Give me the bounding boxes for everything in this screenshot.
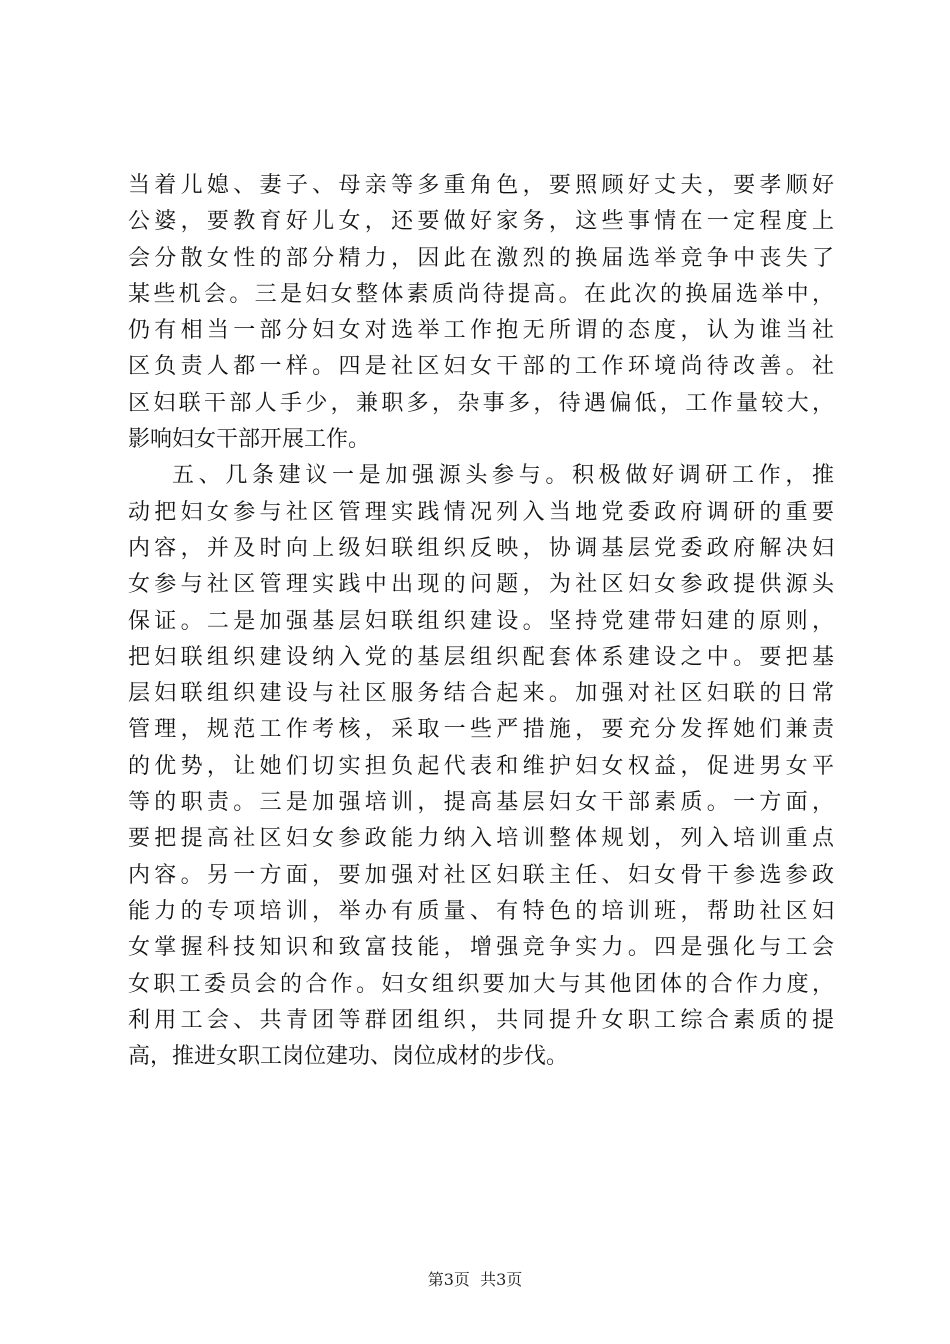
text-line: 管理，规范工作考核，采取一些严措施，要充分发挥她们兼责 <box>128 717 834 743</box>
text-line: 的优势，让她们切实担负起代表和维护妇女权益，促进男女平 <box>128 753 834 779</box>
document-body <box>128 168 834 1075</box>
text-line: 会分散女性的部分精力，因此在激烈的换届选举竞争中丧失了 <box>128 245 834 271</box>
text-line: 区妇联干部人手少，兼职多，杂事多，待遇偏低，工作量较大， <box>128 390 834 416</box>
text-line: 保证。二是加强基层妇联组织建设。坚持党建带妇建的原则， <box>128 608 834 634</box>
page-number: 第3页 共3页 <box>427 1270 523 1289</box>
text-line: 内容，并及时向上级妇联组织反映，协调基层党委政府解决妇 <box>128 535 834 561</box>
text-line: 能力的专项培训，举办有质量、有特色的培训班，帮助社区妇 <box>128 898 834 924</box>
text-line: 层妇联组织建设与社区服务结合起来。加强对社区妇联的日常 <box>128 681 834 707</box>
text-line: 要把提高社区妇女参政能力纳入培训整体规划，列入培训重点 <box>128 826 834 852</box>
text-line: 高，推进女职工岗位建功、岗位成材的步伐。 <box>128 1044 569 1070</box>
text-line: 动把妇女参与社区管理实践情况列入当地党委政府调研的重要 <box>128 499 834 525</box>
text-line: 把妇联组织建设纳入党的基层组织配套体系建设之中。要把基 <box>128 644 834 670</box>
text-line: 区负责人都一样。四是社区妇女干部的工作环境尚待改善。社 <box>128 354 834 380</box>
page-footer <box>0 1268 950 1292</box>
text-line: 仍有相当一部分妇女对选举工作抱无所谓的态度，认为谁当社 <box>128 318 834 344</box>
text-line: 利用工会、共青团等群团组织，共同提升女职工综合素质的提 <box>128 1007 834 1033</box>
text-line: 女掌握科技知识和致富技能，增强竞争实力。四是强化与工会 <box>128 935 834 961</box>
paragraph-first-line: 五、几条建议一是加强源头参与。积极做好调研工作，推 <box>172 463 834 489</box>
text-line: 公婆，要教育好儿女，还要做好家务，这些事情在一定程度上 <box>128 209 834 235</box>
text-line: 内容。另一方面，要加强对社区妇联主任、妇女骨干参选参政 <box>128 862 834 888</box>
text-line: 影响妇女干部开展工作。 <box>128 427 371 453</box>
text-line: 女职工委员会的合作。妇女组织要加大与其他团体的合作力度， <box>128 971 834 997</box>
text-line: 女参与社区管理实践中出现的问题，为社区妇女参政提供源头 <box>128 572 834 598</box>
text-line: 等的职责。三是加强培训，提高基层妇女干部素质。一方面， <box>128 790 834 816</box>
text-line: 某些机会。三是妇女整体素质尚待提高。在此次的换届选举中， <box>128 281 834 307</box>
text-line: 当着儿媳、妻子、母亲等多重角色，要照顾好丈夫，要孝顺好 <box>128 173 834 198</box>
